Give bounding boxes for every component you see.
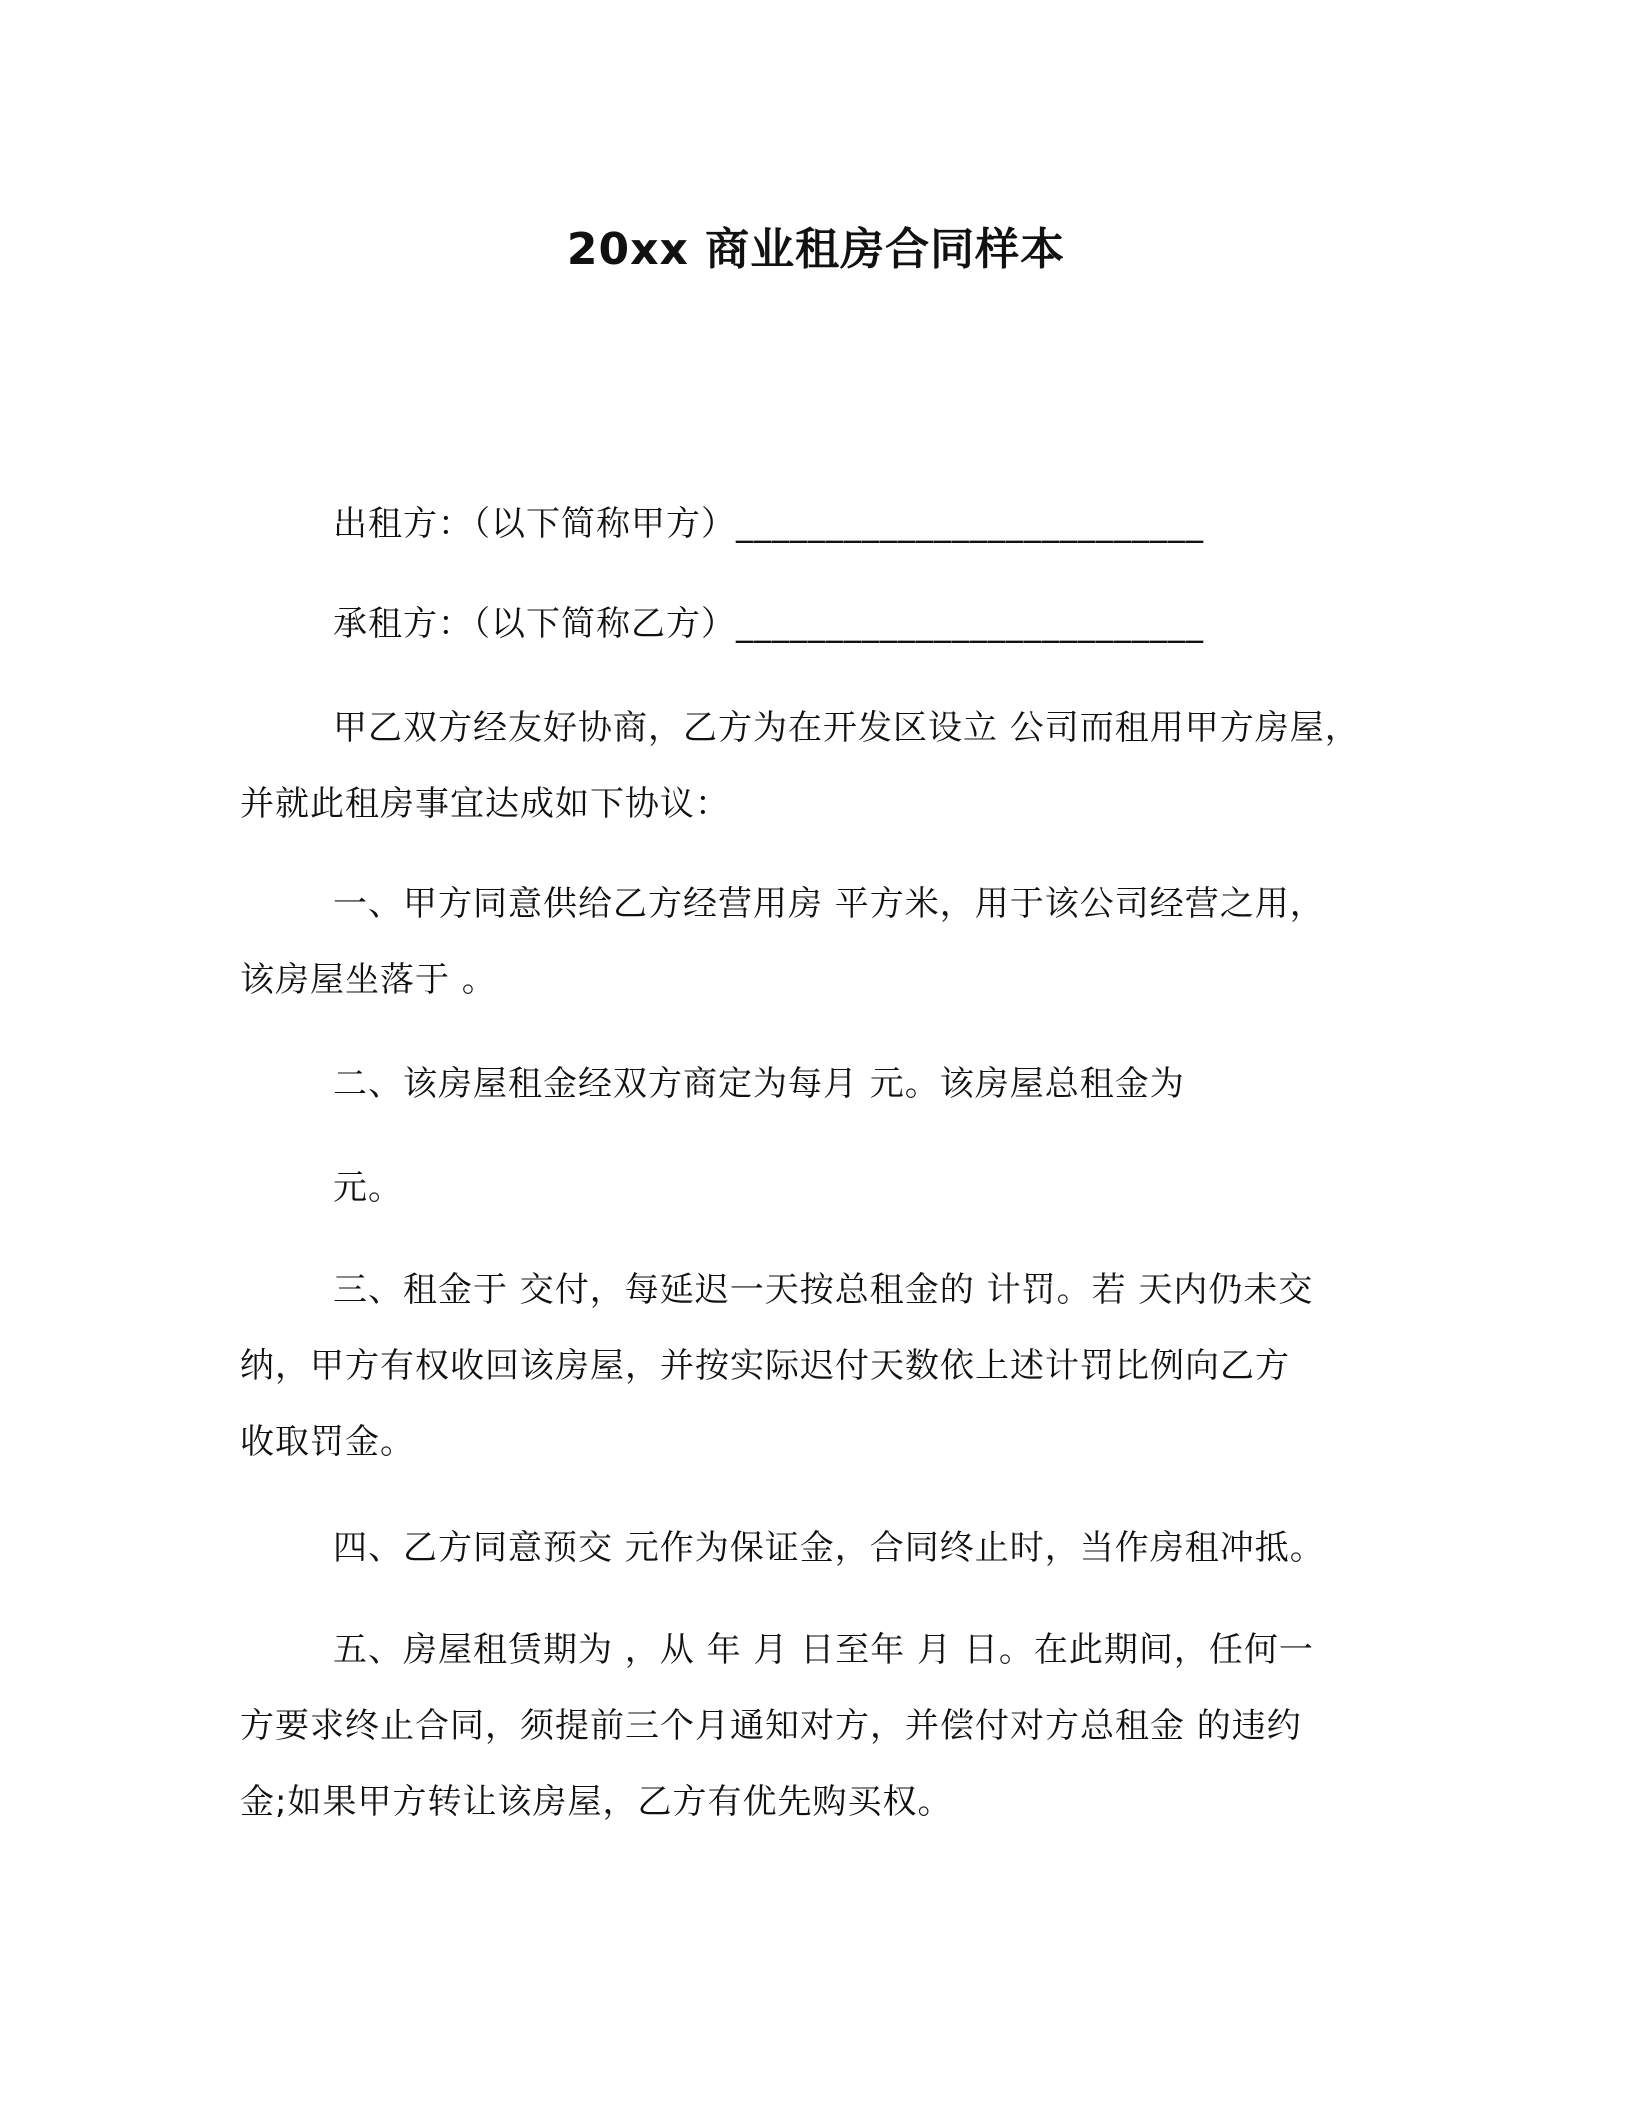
lessor-line: 出租方：（以下简称甲方）__________________________	[333, 504, 1204, 544]
document-title: 20xx 商业租房合同样本	[566, 224, 1066, 275]
clause-1-line-2: 该房屋坐落于 。	[240, 960, 497, 1000]
clause-5-line-3: 金;如果甲方转让该房屋，乙方有优先购买权。	[240, 1782, 953, 1822]
clause-1-line-1: 一、甲方同意供给乙方经营用房 平方米，用于该公司经营之用，	[333, 884, 1325, 924]
clause-2-line-2: 元。	[333, 1168, 403, 1208]
lessee-line: 承租方：（以下简称乙方）__________________________	[333, 604, 1204, 644]
clause-5-line-1: 五、房屋租赁期为 ，从 年 月 日至年 月 日。在此期间，任何一	[333, 1630, 1314, 1670]
clause-3-line-1: 三、租金于 交付，每延迟一天按总租金的 计罚。若 天内仍未交	[333, 1270, 1314, 1310]
clause-4-line-1: 四、乙方同意预交 元作为保证金，合同终止时，当作房租冲抵。	[333, 1528, 1325, 1568]
clause-5-line-2: 方要求终止合同，须提前三个月通知对方，并偿付对方总租金 的违约	[240, 1706, 1302, 1746]
clause-2-line-1: 二、该房屋租金经双方商定为每月 元。该房屋总租金为	[333, 1064, 1185, 1104]
clause-3-line-2: 纳，甲方有权收回该房屋，并按实际迟付天数依上述计罚比例向乙方	[240, 1346, 1290, 1386]
intro-line-1: 甲乙双方经友好协商，乙方为在开发区设立 公司而租用甲方房屋，	[333, 708, 1360, 748]
intro-line-2: 并就此租房事宜达成如下协议：	[240, 784, 730, 824]
clause-3-line-3: 收取罚金。	[240, 1422, 415, 1462]
